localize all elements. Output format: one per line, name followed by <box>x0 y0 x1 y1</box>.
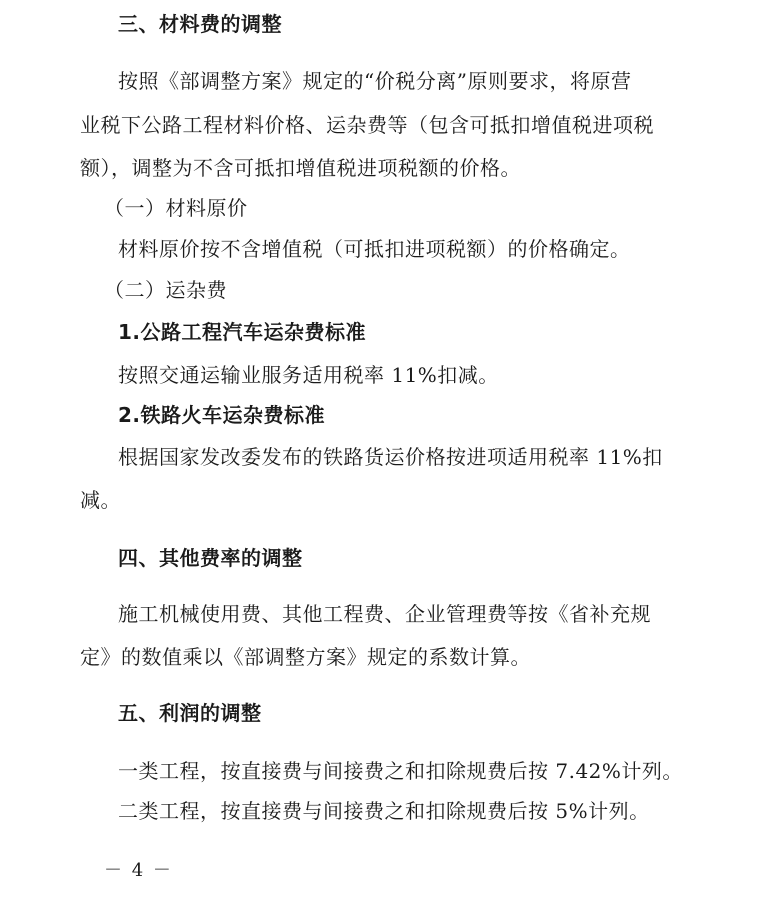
section-3-paragraph-line-2: 业税下公路工程材料价格、运杂费等（包含可抵扣增值税进项税 <box>80 113 654 137</box>
section-5-line-2: 二类工程，按直接费与间接费之和扣除规费后按 5%计列。 <box>118 799 650 823</box>
section-3-paragraph-line-3: 额），调整为不含可抵扣增值税进项税额的价格。 <box>80 156 521 180</box>
section-4-heading: 四、其他费率的调整 <box>118 546 303 570</box>
section-5-line-1: 一类工程，按直接费与间接费之和扣除规费后按 7.42%计列。 <box>118 759 683 783</box>
section-3-paragraph-line-1: 按照《部调整方案》规定的“价税分离”原则要求，将原营 <box>118 69 632 93</box>
page-number: － 4 － <box>104 860 173 881</box>
item-1-title: 1.公路工程汽车运杂费标准 <box>118 320 367 344</box>
item-1-text: 按照交通运输业服务适用税率 11%扣减。 <box>118 363 499 387</box>
section-4-paragraph-line-2: 定》的数值乘以《部调整方案》规定的系数计算。 <box>80 645 531 669</box>
item-2-title: 2.铁路火车运杂费标准 <box>118 403 326 427</box>
item-2-text-line-1: 根据国家发改委发布的铁路货运价格按进项适用税率 11%扣 <box>118 445 663 469</box>
section-4-paragraph-line-1: 施工机械使用费、其他工程费、企业管理费等按《省补充规 <box>118 602 651 626</box>
subsection-1-title: （一）材料原价 <box>104 196 248 220</box>
section-5-heading: 五、利润的调整 <box>118 701 262 725</box>
subsection-2-title: （二）运杂费 <box>104 278 227 302</box>
section-3-heading: 三、材料费的调整 <box>118 12 282 36</box>
subsection-1-text: 材料原价按不含增值税（可抵扣进项税额）的价格确定。 <box>118 237 631 261</box>
item-2-text-line-2: 减。 <box>80 488 121 512</box>
